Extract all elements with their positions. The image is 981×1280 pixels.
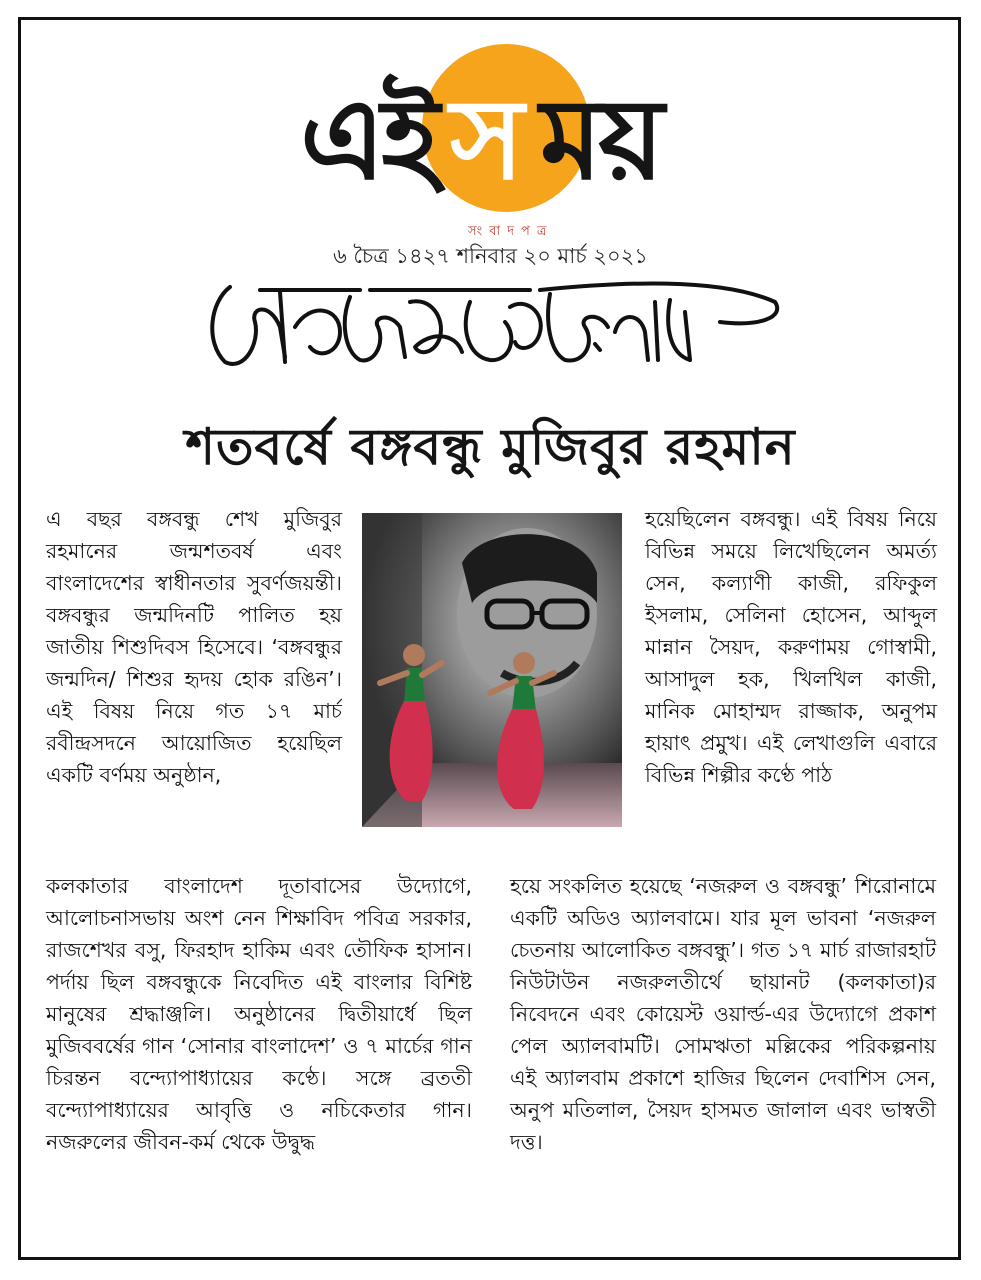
section-title-calligraphy: [200, 272, 790, 382]
masthead-title-left: এই: [300, 75, 436, 205]
masthead-title-mid: স: [450, 75, 520, 205]
masthead-subtitle: সংবাদপত্র: [468, 224, 554, 239]
article-text-right-top: হয়েছিলেন বঙ্গবন্ধু। এই বিষয় নিয়ে বিভিন্ন সময়ে লিখেছিলেন অমর্ত্য সেন, কল্যাণী কাজী, রফিকুল ইসলাম, সেলিনা হোসেন, আব্দুল মান্নান সৈয়দ, করুণাময় গোস্বামী, আসাদুল হক, খিলখিল কাজী, মানিক মোহাম্মদ রাজ্জাক, অনুপম হায়াৎ প্রমুখ। এই লেখাগুলি এবারে বিভিন্ন শিল্পীর কণ্ঠে পাঠ: [645, 507, 937, 787]
article-text-bottom-right: হয়ে সংকলিত হয়েছে ‘নজরুল ও বঙ্গবন্ধু’ শিরোনামে একটি অডিও অ্যালবামে। যার মূল ভাবনা ‘নজরুল চেতনায় আলোকিত বঙ্গবন্ধু’। গত ১৭ মার্চ রাজারহাট নিউটাউন নজরুলতীর্থে ছায়ানট (কলকাতা)র নিবেদনে এবং কোয়েস্ট ওয়ার্ল্ড-এর উদ্যোগে প্রকাশ পেল অ্যালবামটি। সোমঋতা মল্লিকের পরিকল্পনায় এই অ্যালবাম প্রকাশে হাজির ছিলেন দেবাশিস সেন, অনুপ মতিলাল, সৈয়দ হাসমত জালাল এবং ভাস্বতী দত্ত।: [510, 874, 936, 1154]
masthead: [300, 40, 690, 239]
headline: শতবর্ষে বঙ্গবন্ধু মুজিবুর রহমান: [185, 418, 796, 476]
dancers-photo-illustration: [362, 513, 622, 827]
article-photo: [362, 513, 622, 827]
masthead-title-right: ময়: [540, 75, 661, 205]
calligraphy-signature-art: [200, 272, 790, 382]
dateline: ৬ চৈত্র ১৪২৭ শনিবার ২০ মার্চ ২০২১: [333, 244, 648, 268]
article-text-bottom-left: কলকাতার বাংলাদেশ দূতাবাসের উদ্যোগে, আলোচনাসভায় অংশ নেন শিক্ষাবিদ পবিত্র সরকার, রাজশেখর বসু, ফিরহাদ হাকিম এবং তৌফিক হাসান। পর্দায় ছিল বঙ্গবন্ধুকে নিবেদিত এই বাংলার বিশিষ্ট মানুষের শ্রদ্ধাঞ্জলি। অনুষ্ঠানের দ্বিতীয়ার্ধে ছিল মুজিববর্ষের গান ‘সোনার বাংলাদেশ’ ও ৭ মার্চের গান চিরন্তন বন্দ্যোপাধ্যায়ের কণ্ঠে। সঙ্গে ব্রততী বন্দ্যোপাধ্যায়ের আবৃত্তি ও নচিকেতার গান। নজরুলের জীবন-কর্ম থেকে উদ্বুদ্ধ: [46, 874, 472, 1154]
article-text-left-top: এ বছর বঙ্গবন্ধু শেখ মুজিবুর রহমানের জন্মশতবর্ষ এবং বাংলাদেশের স্বাধীনতার সুবর্ণজয়ন্তী। বঙ্গবন্ধুর জন্মদিনটি পালিত হয় জাতীয় শিশুদিবস হিসেবে। ‘বঙ্গবন্ধুর জন্মদিন/ শিশুর হৃদয় হোক রঙিন’। এই বিষয় নিয়ে গত ১৭ মার্চ রবীন্দ্রসদনে আয়োজিত হয়েছিল একটি বর্ণময় অনুষ্ঠান,: [46, 507, 342, 787]
